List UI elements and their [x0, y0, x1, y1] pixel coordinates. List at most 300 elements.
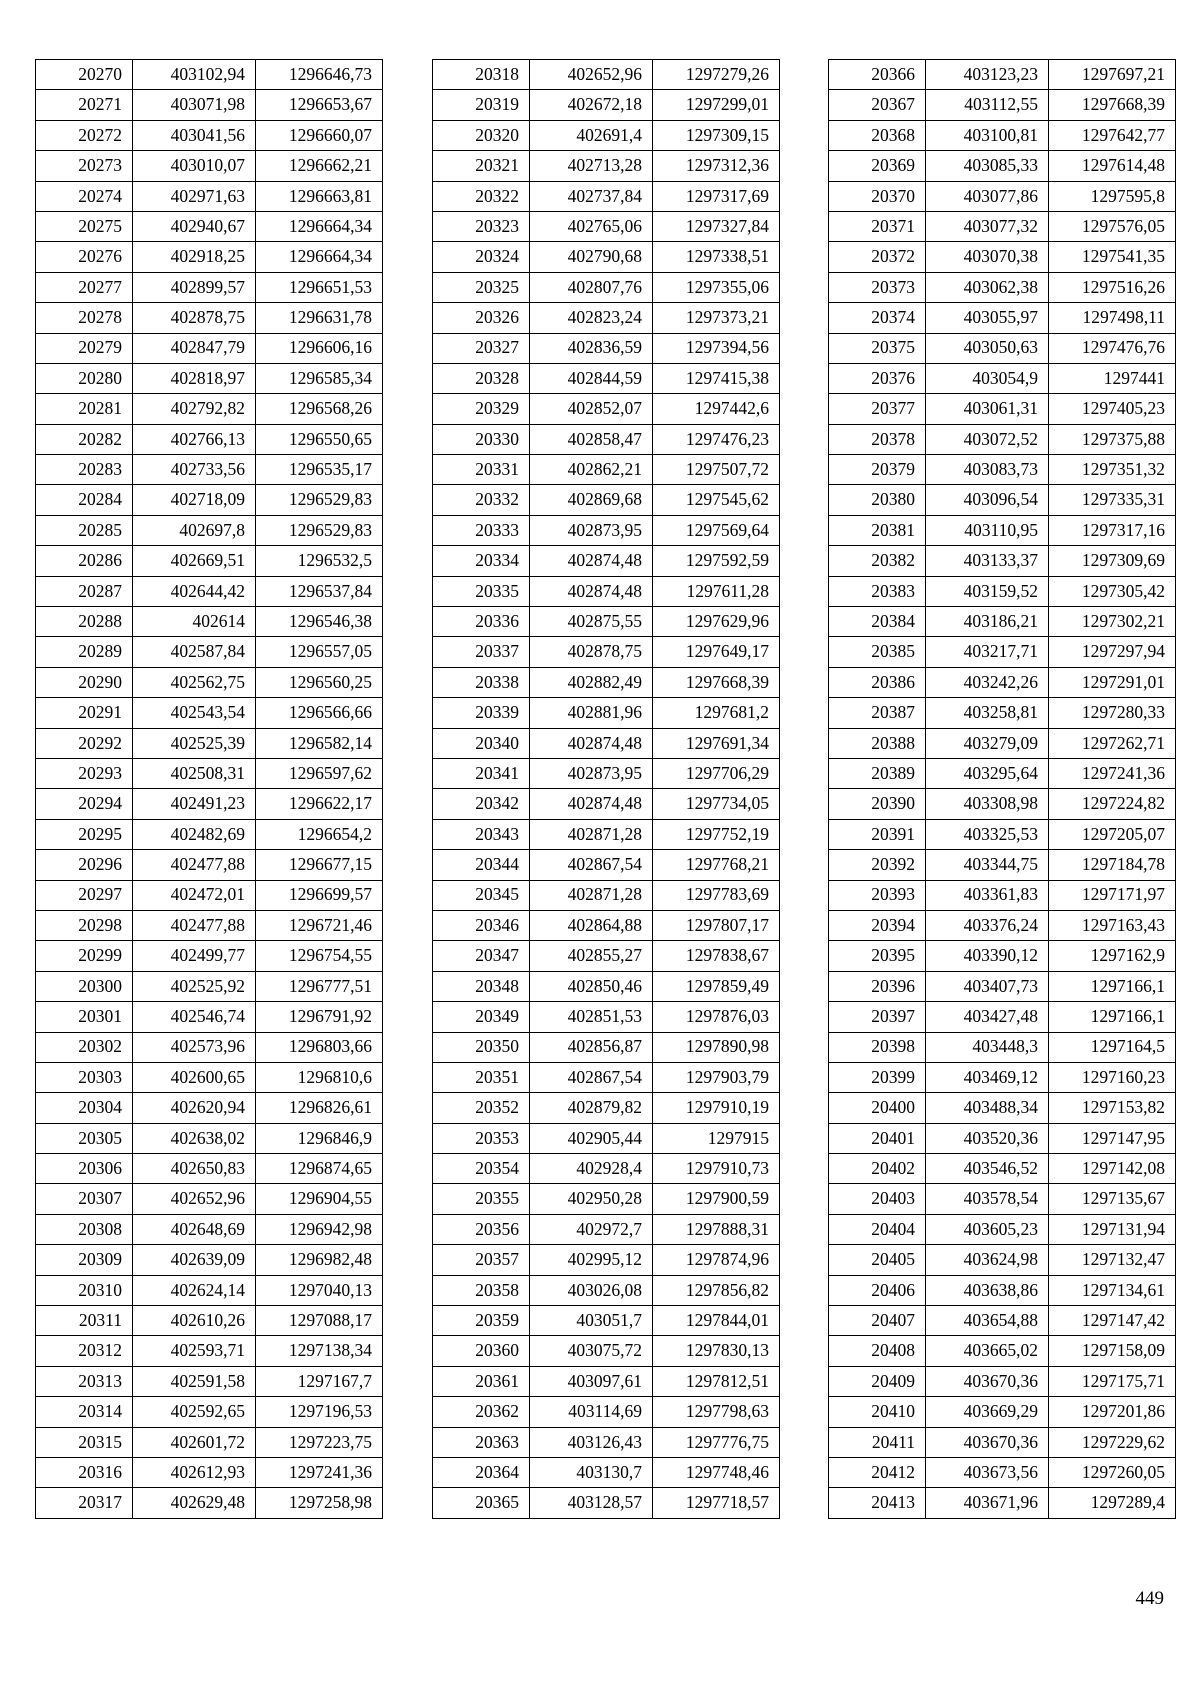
- y-coordinate-cell: 1297890,98: [653, 1032, 780, 1062]
- x-coordinate-cell: 402995,12: [530, 1245, 653, 1275]
- point-number-cell: 20294: [36, 789, 133, 819]
- x-coordinate-cell: 402612,93: [133, 1457, 256, 1487]
- x-coordinate-cell: 403061,31: [926, 394, 1049, 424]
- x-coordinate-cell: 403112,55: [926, 90, 1049, 120]
- table-row: [433, 1306, 780, 1336]
- point-number-cell: 20389: [829, 758, 926, 788]
- table-row: [36, 242, 383, 272]
- x-coordinate-cell: 403279,09: [926, 728, 1049, 758]
- y-coordinate-cell: 1297351,32: [1049, 455, 1176, 485]
- table-row: [433, 758, 780, 788]
- table-row: [36, 1275, 383, 1305]
- point-number-cell: 20322: [433, 181, 530, 211]
- x-coordinate-cell: 403295,64: [926, 758, 1049, 788]
- y-coordinate-cell: 1297201,86: [1049, 1397, 1176, 1427]
- point-number-cell: 20413: [829, 1488, 926, 1518]
- y-coordinate-cell: 1296699,57: [256, 880, 383, 910]
- point-number-cell: 20391: [829, 819, 926, 849]
- table-row: [433, 1032, 780, 1062]
- x-coordinate-cell: 402874,48: [530, 789, 653, 819]
- x-coordinate-cell: 402867,54: [530, 850, 653, 880]
- x-coordinate-cell: 403605,23: [926, 1214, 1049, 1244]
- y-coordinate-cell: 1297305,42: [1049, 576, 1176, 606]
- point-number-cell: 20304: [36, 1093, 133, 1123]
- y-coordinate-cell: 1296546,38: [256, 607, 383, 637]
- table-row: [829, 1245, 1176, 1275]
- table-row: [829, 151, 1176, 181]
- table-row: [36, 1366, 383, 1396]
- y-coordinate-cell: 1297260,05: [1049, 1457, 1176, 1487]
- table-row: [829, 1002, 1176, 1032]
- y-coordinate-cell: 1296810,6: [256, 1062, 383, 1092]
- point-number-cell: 20310: [36, 1275, 133, 1305]
- y-coordinate-cell: 1296982,48: [256, 1245, 383, 1275]
- point-number-cell: 20387: [829, 698, 926, 728]
- point-number-cell: 20397: [829, 1002, 926, 1032]
- point-number-cell: 20314: [36, 1397, 133, 1427]
- x-coordinate-cell: 402940,67: [133, 211, 256, 241]
- y-coordinate-cell: 1297134,61: [1049, 1275, 1176, 1305]
- table-row: [829, 1275, 1176, 1305]
- point-number-cell: 20273: [36, 151, 133, 181]
- x-coordinate-cell: 403638,86: [926, 1275, 1049, 1305]
- point-number-cell: 20328: [433, 363, 530, 393]
- x-coordinate-cell: 403123,23: [926, 60, 1049, 90]
- y-coordinate-cell: 1297223,75: [256, 1427, 383, 1457]
- table-row: [829, 576, 1176, 606]
- x-coordinate-cell: 403665,02: [926, 1336, 1049, 1366]
- y-coordinate-cell: 1297507,72: [653, 455, 780, 485]
- x-coordinate-cell: 402697,8: [133, 515, 256, 545]
- coordinate-table-1: [35, 59, 383, 1519]
- y-coordinate-cell: 1297338,51: [653, 242, 780, 272]
- point-number-cell: 20288: [36, 607, 133, 637]
- table-row: [433, 728, 780, 758]
- y-coordinate-cell: 1297706,29: [653, 758, 780, 788]
- x-coordinate-cell: 402491,23: [133, 789, 256, 819]
- y-coordinate-cell: 1297783,69: [653, 880, 780, 910]
- y-coordinate-cell: 1297241,36: [256, 1457, 383, 1487]
- x-coordinate-cell: 402691,4: [530, 120, 653, 150]
- y-coordinate-cell: 1297910,73: [653, 1154, 780, 1184]
- y-coordinate-cell: 1296874,65: [256, 1154, 383, 1184]
- y-coordinate-cell: 1296904,55: [256, 1184, 383, 1214]
- y-coordinate-cell: 1296566,66: [256, 698, 383, 728]
- y-coordinate-cell: 1297138,34: [256, 1336, 383, 1366]
- y-coordinate-cell: 1297576,05: [1049, 211, 1176, 241]
- point-number-cell: 20332: [433, 485, 530, 515]
- table-row: [36, 1306, 383, 1336]
- table-row: [829, 728, 1176, 758]
- x-coordinate-cell: 403041,56: [133, 120, 256, 150]
- y-coordinate-cell: 1297592,59: [653, 546, 780, 576]
- point-number-cell: 20363: [433, 1427, 530, 1457]
- y-coordinate-cell: 1297132,47: [1049, 1245, 1176, 1275]
- point-number-cell: 20329: [433, 394, 530, 424]
- table-row: [36, 971, 383, 1001]
- x-coordinate-cell: 403051,7: [530, 1306, 653, 1336]
- table-row: [829, 880, 1176, 910]
- table-row: [36, 90, 383, 120]
- x-coordinate-cell: 403361,83: [926, 880, 1049, 910]
- point-number-cell: 20395: [829, 941, 926, 971]
- table-row: [36, 1002, 383, 1032]
- y-coordinate-cell: 1296664,34: [256, 242, 383, 272]
- y-coordinate-cell: 1297163,43: [1049, 910, 1176, 940]
- table-row: [829, 515, 1176, 545]
- table-row: [36, 1123, 383, 1153]
- x-coordinate-cell: 402591,58: [133, 1366, 256, 1396]
- y-coordinate-cell: 1297442,6: [653, 394, 780, 424]
- point-number-cell: 20367: [829, 90, 926, 120]
- y-coordinate-cell: 1297335,31: [1049, 485, 1176, 515]
- x-coordinate-cell: 402737,84: [530, 181, 653, 211]
- y-coordinate-cell: 1296646,73: [256, 60, 383, 90]
- x-coordinate-cell: 402525,39: [133, 728, 256, 758]
- table-row: [433, 60, 780, 90]
- point-number-cell: 20297: [36, 880, 133, 910]
- point-number-cell: 20347: [433, 941, 530, 971]
- x-coordinate-cell: 403488,34: [926, 1093, 1049, 1123]
- point-number-cell: 20317: [36, 1488, 133, 1518]
- table-row: [433, 1397, 780, 1427]
- x-coordinate-cell: 402864,88: [530, 910, 653, 940]
- point-number-cell: 20344: [433, 850, 530, 880]
- table-row: [829, 758, 1176, 788]
- table-row: [433, 485, 780, 515]
- point-number-cell: 20406: [829, 1275, 926, 1305]
- table-row: [36, 181, 383, 211]
- x-coordinate-cell: 402718,09: [133, 485, 256, 515]
- y-coordinate-cell: 1297164,5: [1049, 1032, 1176, 1062]
- point-number-cell: 20281: [36, 394, 133, 424]
- x-coordinate-cell: 403102,94: [133, 60, 256, 90]
- y-coordinate-cell: 1297205,07: [1049, 819, 1176, 849]
- y-coordinate-cell: 1297649,17: [653, 637, 780, 667]
- x-coordinate-cell: 402899,57: [133, 272, 256, 302]
- y-coordinate-cell: 1296535,17: [256, 455, 383, 485]
- point-number-cell: 20316: [36, 1457, 133, 1487]
- y-coordinate-cell: 1297476,76: [1049, 333, 1176, 363]
- y-coordinate-cell: 1297776,75: [653, 1427, 780, 1457]
- y-coordinate-cell: 1296622,17: [256, 789, 383, 819]
- x-coordinate-cell: 403669,29: [926, 1397, 1049, 1427]
- y-coordinate-cell: 1296721,46: [256, 910, 383, 940]
- y-coordinate-cell: 1296582,14: [256, 728, 383, 758]
- x-coordinate-cell: 402858,47: [530, 424, 653, 454]
- point-number-cell: 20381: [829, 515, 926, 545]
- table-row: [36, 1427, 383, 1457]
- point-number-cell: 20362: [433, 1397, 530, 1427]
- x-coordinate-cell: 402856,87: [530, 1032, 653, 1062]
- point-number-cell: 20318: [433, 60, 530, 90]
- point-number-cell: 20374: [829, 303, 926, 333]
- x-coordinate-cell: 403055,97: [926, 303, 1049, 333]
- y-coordinate-cell: 1296606,16: [256, 333, 383, 363]
- table-row: [829, 181, 1176, 211]
- table-row: [829, 424, 1176, 454]
- x-coordinate-cell: 402881,96: [530, 698, 653, 728]
- table-row: [433, 607, 780, 637]
- x-coordinate-cell: 403546,52: [926, 1154, 1049, 1184]
- x-coordinate-cell: 402669,51: [133, 546, 256, 576]
- table-row: [433, 546, 780, 576]
- table-row: [433, 1245, 780, 1275]
- x-coordinate-cell: 402882,49: [530, 667, 653, 697]
- table-row: [36, 363, 383, 393]
- x-coordinate-cell: 402972,7: [530, 1214, 653, 1244]
- x-coordinate-cell: 402874,48: [530, 728, 653, 758]
- y-coordinate-cell: 1297241,36: [1049, 758, 1176, 788]
- table-row: [433, 698, 780, 728]
- table-row: [829, 485, 1176, 515]
- x-coordinate-cell: 402652,96: [133, 1184, 256, 1214]
- table-row: [829, 637, 1176, 667]
- point-number-cell: 20277: [36, 272, 133, 302]
- table-row: [433, 1457, 780, 1487]
- table-row: [829, 1032, 1176, 1062]
- x-coordinate-cell: 402878,75: [530, 637, 653, 667]
- x-coordinate-cell: 402850,46: [530, 971, 653, 1001]
- table-row: [36, 485, 383, 515]
- x-coordinate-cell: 403670,36: [926, 1427, 1049, 1457]
- x-coordinate-cell: 403062,38: [926, 272, 1049, 302]
- table-row: [829, 242, 1176, 272]
- table-row: [433, 1002, 780, 1032]
- point-number-cell: 20285: [36, 515, 133, 545]
- table-row: [829, 120, 1176, 150]
- x-coordinate-cell: 403390,12: [926, 941, 1049, 971]
- point-number-cell: 20356: [433, 1214, 530, 1244]
- x-coordinate-cell: 403258,81: [926, 698, 1049, 728]
- y-coordinate-cell: 1297900,59: [653, 1184, 780, 1214]
- y-coordinate-cell: 1297876,03: [653, 1002, 780, 1032]
- y-coordinate-cell: 1297131,94: [1049, 1214, 1176, 1244]
- point-number-cell: 20340: [433, 728, 530, 758]
- y-coordinate-cell: 1297175,71: [1049, 1366, 1176, 1396]
- x-coordinate-cell: 403673,56: [926, 1457, 1049, 1487]
- x-coordinate-cell: 402950,28: [530, 1184, 653, 1214]
- table-row: [36, 637, 383, 667]
- y-coordinate-cell: 1296585,34: [256, 363, 383, 393]
- x-coordinate-cell: 402593,71: [133, 1336, 256, 1366]
- table-row: [829, 1397, 1176, 1427]
- y-coordinate-cell: 1297812,51: [653, 1366, 780, 1396]
- point-number-cell: 20350: [433, 1032, 530, 1062]
- y-coordinate-cell: 1297718,57: [653, 1488, 780, 1518]
- x-coordinate-cell: 403085,33: [926, 151, 1049, 181]
- point-number-cell: 20354: [433, 1154, 530, 1184]
- y-coordinate-cell: 1297160,23: [1049, 1062, 1176, 1092]
- point-number-cell: 20313: [36, 1366, 133, 1396]
- table-row: [433, 272, 780, 302]
- y-coordinate-cell: 1297611,28: [653, 576, 780, 606]
- x-coordinate-cell: 402765,06: [530, 211, 653, 241]
- point-number-cell: 20296: [36, 850, 133, 880]
- y-coordinate-cell: 1297166,1: [1049, 971, 1176, 1001]
- y-coordinate-cell: 1297516,26: [1049, 272, 1176, 302]
- x-coordinate-cell: 403083,73: [926, 455, 1049, 485]
- point-number-cell: 20321: [433, 151, 530, 181]
- x-coordinate-cell: 402543,54: [133, 698, 256, 728]
- y-coordinate-cell: 1297441: [1049, 363, 1176, 393]
- point-number-cell: 20279: [36, 333, 133, 363]
- x-coordinate-cell: 403128,57: [530, 1488, 653, 1518]
- point-number-cell: 20383: [829, 576, 926, 606]
- table-row: [433, 941, 780, 971]
- x-coordinate-cell: 403217,71: [926, 637, 1049, 667]
- page-number: 449: [1135, 1588, 1164, 1609]
- point-number-cell: 20358: [433, 1275, 530, 1305]
- x-coordinate-cell: 402851,53: [530, 1002, 653, 1032]
- x-coordinate-cell: 402733,56: [133, 455, 256, 485]
- table-row: [36, 333, 383, 363]
- y-coordinate-cell: 1297910,19: [653, 1093, 780, 1123]
- x-coordinate-cell: 402638,02: [133, 1123, 256, 1153]
- point-number-cell: 20302: [36, 1032, 133, 1062]
- table-row: [829, 1062, 1176, 1092]
- y-coordinate-cell: 1297915: [653, 1123, 780, 1153]
- table-row: [829, 394, 1176, 424]
- point-number-cell: 20349: [433, 1002, 530, 1032]
- x-coordinate-cell: 402971,63: [133, 181, 256, 211]
- x-coordinate-cell: 403242,26: [926, 667, 1049, 697]
- table-row: [829, 546, 1176, 576]
- table-row: [36, 546, 383, 576]
- point-number-cell: 20338: [433, 667, 530, 697]
- table-row: [829, 1366, 1176, 1396]
- point-number-cell: 20311: [36, 1306, 133, 1336]
- point-number-cell: 20312: [36, 1336, 133, 1366]
- y-coordinate-cell: 1297668,39: [653, 667, 780, 697]
- table-row: [829, 1093, 1176, 1123]
- point-number-cell: 20394: [829, 910, 926, 940]
- point-number-cell: 20386: [829, 667, 926, 697]
- point-number-cell: 20275: [36, 211, 133, 241]
- y-coordinate-cell: 1297167,7: [256, 1366, 383, 1396]
- x-coordinate-cell: 403130,7: [530, 1457, 653, 1487]
- y-coordinate-cell: 1297844,01: [653, 1306, 780, 1336]
- point-number-cell: 20334: [433, 546, 530, 576]
- y-coordinate-cell: 1297299,01: [653, 90, 780, 120]
- table-row: [433, 333, 780, 363]
- point-number-cell: 20368: [829, 120, 926, 150]
- point-number-cell: 20366: [829, 60, 926, 90]
- point-number-cell: 20345: [433, 880, 530, 910]
- x-coordinate-cell: 403050,63: [926, 333, 1049, 363]
- table-row: [36, 667, 383, 697]
- y-coordinate-cell: 1296529,83: [256, 485, 383, 515]
- y-coordinate-cell: 1297498,11: [1049, 303, 1176, 333]
- point-number-cell: 20390: [829, 789, 926, 819]
- x-coordinate-cell: 402871,28: [530, 819, 653, 849]
- point-number-cell: 20380: [829, 485, 926, 515]
- x-coordinate-cell: 402482,69: [133, 819, 256, 849]
- point-number-cell: 20376: [829, 363, 926, 393]
- x-coordinate-cell: 403520,36: [926, 1123, 1049, 1153]
- x-coordinate-cell: 403070,38: [926, 242, 1049, 272]
- point-number-cell: 20335: [433, 576, 530, 606]
- point-number-cell: 20403: [829, 1184, 926, 1214]
- table-row: [433, 1427, 780, 1457]
- table-row: [36, 607, 383, 637]
- x-coordinate-cell: 403133,37: [926, 546, 1049, 576]
- x-coordinate-cell: 402807,76: [530, 272, 653, 302]
- table-row: [433, 576, 780, 606]
- table-row: [433, 850, 780, 880]
- x-coordinate-cell: 402873,95: [530, 515, 653, 545]
- y-coordinate-cell: 1296560,25: [256, 667, 383, 697]
- point-number-cell: 20280: [36, 363, 133, 393]
- x-coordinate-cell: 403114,69: [530, 1397, 653, 1427]
- x-coordinate-cell: 402874,48: [530, 576, 653, 606]
- y-coordinate-cell: 1296654,2: [256, 819, 383, 849]
- table-row: [36, 272, 383, 302]
- table-row: [36, 1062, 383, 1092]
- x-coordinate-cell: 403054,9: [926, 363, 1049, 393]
- x-coordinate-cell: 402862,21: [530, 455, 653, 485]
- y-coordinate-cell: 1297291,01: [1049, 667, 1176, 697]
- x-coordinate-cell: 403026,08: [530, 1275, 653, 1305]
- point-number-cell: 20375: [829, 333, 926, 363]
- table-row: [36, 789, 383, 819]
- point-number-cell: 20303: [36, 1062, 133, 1092]
- point-number-cell: 20404: [829, 1214, 926, 1244]
- y-coordinate-cell: 1297040,13: [256, 1275, 383, 1305]
- x-coordinate-cell: 402610,26: [133, 1306, 256, 1336]
- x-coordinate-cell: 403427,48: [926, 1002, 1049, 1032]
- table-row: [36, 211, 383, 241]
- y-coordinate-cell: 1297838,67: [653, 941, 780, 971]
- x-coordinate-cell: 402620,94: [133, 1093, 256, 1123]
- x-coordinate-cell: 403654,88: [926, 1306, 1049, 1336]
- x-coordinate-cell: 402624,14: [133, 1275, 256, 1305]
- point-number-cell: 20361: [433, 1366, 530, 1396]
- point-number-cell: 20301: [36, 1002, 133, 1032]
- table-row: [829, 819, 1176, 849]
- table-row: [36, 1214, 383, 1244]
- point-number-cell: 20305: [36, 1123, 133, 1153]
- point-number-cell: 20379: [829, 455, 926, 485]
- y-coordinate-cell: 1297798,63: [653, 1397, 780, 1427]
- table-row: [36, 394, 383, 424]
- y-coordinate-cell: 1297373,21: [653, 303, 780, 333]
- y-coordinate-cell: 1297224,82: [1049, 789, 1176, 819]
- y-coordinate-cell: 1296631,78: [256, 303, 383, 333]
- y-coordinate-cell: 1297768,21: [653, 850, 780, 880]
- y-coordinate-cell: 1297327,84: [653, 211, 780, 241]
- x-coordinate-cell: 402573,96: [133, 1032, 256, 1062]
- table-row: [36, 303, 383, 333]
- y-coordinate-cell: 1297629,96: [653, 607, 780, 637]
- x-coordinate-cell: 402650,83: [133, 1154, 256, 1184]
- point-number-cell: 20270: [36, 60, 133, 90]
- y-coordinate-cell: 1297135,67: [1049, 1184, 1176, 1214]
- point-number-cell: 20408: [829, 1336, 926, 1366]
- coordinate-table-3: [828, 59, 1176, 1519]
- y-coordinate-cell: 1297158,09: [1049, 1336, 1176, 1366]
- table-row: [36, 698, 383, 728]
- table-row: [433, 819, 780, 849]
- x-coordinate-cell: 402499,77: [133, 941, 256, 971]
- y-coordinate-cell: 1296803,66: [256, 1032, 383, 1062]
- table-row: [433, 1184, 780, 1214]
- table-row: [829, 910, 1176, 940]
- table-row: [36, 424, 383, 454]
- x-coordinate-cell: 402592,65: [133, 1397, 256, 1427]
- y-coordinate-cell: 1296942,98: [256, 1214, 383, 1244]
- x-coordinate-cell: 402614: [133, 607, 256, 637]
